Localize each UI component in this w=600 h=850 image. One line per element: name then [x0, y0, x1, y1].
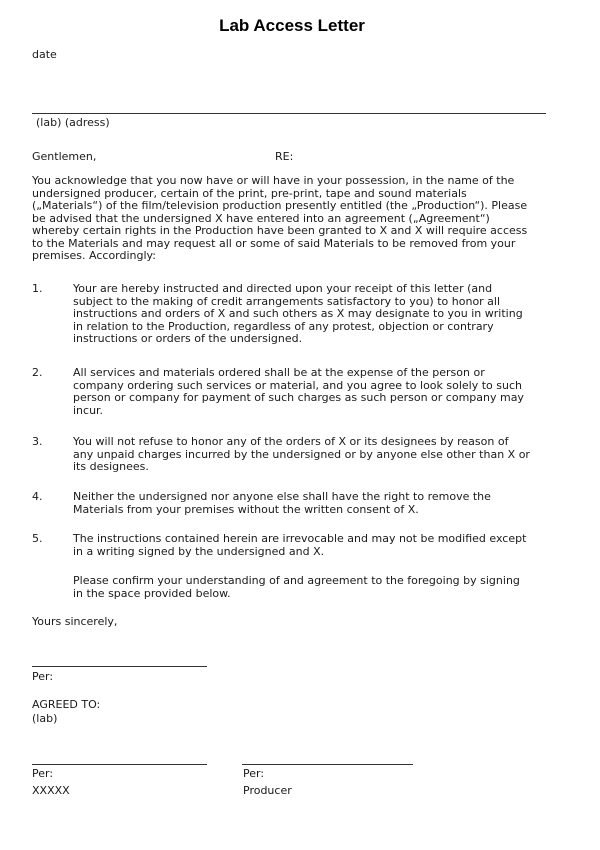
- item-line: company ordering such services or material, and you agree to look solely to such: [73, 378, 523, 392]
- item-number-3: 3.: [32, 435, 43, 448]
- item-line: in a writing signed by the undersigned and X.: [73, 544, 325, 558]
- item-line: person or company for payment of such charges as such person or company may: [73, 391, 524, 404]
- page-title: Lab Access Letter: [219, 16, 365, 35]
- signer-name-right: Producer: [243, 784, 292, 797]
- item-line: Neither the undersigned nor anyone else shall have the right to remove the: [73, 490, 491, 503]
- item-text-3: [73, 436, 530, 474]
- item-line: its designees.: [73, 460, 149, 473]
- item-line: subject to the making of credit arrangements satisfactory to you) to honor all: [73, 294, 501, 308]
- signature-line-lab: [32, 764, 207, 765]
- item-number-2: 2.: [32, 366, 43, 379]
- confirm-line: in the space provided below.: [73, 586, 231, 600]
- item-line: You will not refuse to honor any of the orders of X or its designees by reason of: [73, 435, 509, 448]
- item-line: any unpaid charges incurred by the undersigned or by anyone else other than X or: [73, 447, 530, 461]
- intro-paragraph: [32, 175, 527, 263]
- item-line: The instructions contained herein are irrevocable and may not be modified except: [73, 532, 527, 545]
- intro-line: („Materials“) of the film/television production presently entitled (the „Production“). Please: [32, 199, 528, 212]
- signer-name-left: XXXXX: [32, 784, 70, 797]
- date-label: date: [32, 48, 57, 61]
- item-line: Materials from your premises without the written consent of X.: [73, 502, 419, 516]
- intro-line: whereby certain rights in the Production have been granted to X and X will require access: [32, 224, 528, 237]
- item-line: incur.: [73, 403, 104, 417]
- item-text-5: [73, 533, 526, 558]
- agreed-to-label: AGREED TO:: [32, 698, 101, 711]
- intro-line: to the Materials and may request all or some of said Materials to be removed from your: [32, 236, 516, 250]
- intro-line: undersigned producer, certain of the print, pre-print, tape and sound materials: [32, 186, 467, 200]
- item-text-2: [73, 367, 524, 417]
- lab-label: (lab): [32, 712, 58, 725]
- item-number-1: 1.: [32, 282, 43, 295]
- salutation: Gentlemen,: [32, 150, 97, 163]
- intro-line: You acknowledge that you now have or will have in your possession, in the name of the: [32, 174, 515, 187]
- signature-line-producer: [242, 764, 413, 765]
- confirm-line: Please confirm your understanding of and agreement to the foregoing by signing: [73, 574, 520, 587]
- signature-line: [32, 666, 207, 667]
- item-line: All services and materials ordered shall be at the expense of the person or: [73, 366, 485, 379]
- address-rule: [32, 113, 546, 114]
- item-line: Your are hereby instructed and directed upon your receipt of this letter (and: [73, 282, 493, 295]
- closing: Yours sincerely,: [32, 615, 118, 628]
- per-label: Per:: [32, 670, 54, 683]
- item-number-4: 4.: [32, 490, 43, 503]
- address-label: (lab) (adress): [36, 116, 110, 129]
- confirm-paragraph: [73, 575, 520, 600]
- per-label-lab: Per:: [32, 767, 54, 780]
- per-label-producer: Per:: [243, 767, 265, 780]
- item-text-4: [73, 491, 491, 516]
- intro-line: be advised that the undersigned X have entered into an agreement („Agreement“): [32, 211, 490, 225]
- item-line: instructions or orders of the undersigned.: [73, 332, 303, 345]
- intro-line: premises. Accordingly:: [32, 249, 156, 262]
- item-number-5: 5.: [32, 532, 43, 545]
- item-line: in relation to the Production, regardless of any protest, objection or contrary: [73, 319, 494, 333]
- re-label: RE:: [275, 150, 294, 163]
- item-line: instructions and orders of X and such others as X may designate to you in writing: [73, 307, 523, 320]
- item-text-1: [73, 283, 523, 346]
